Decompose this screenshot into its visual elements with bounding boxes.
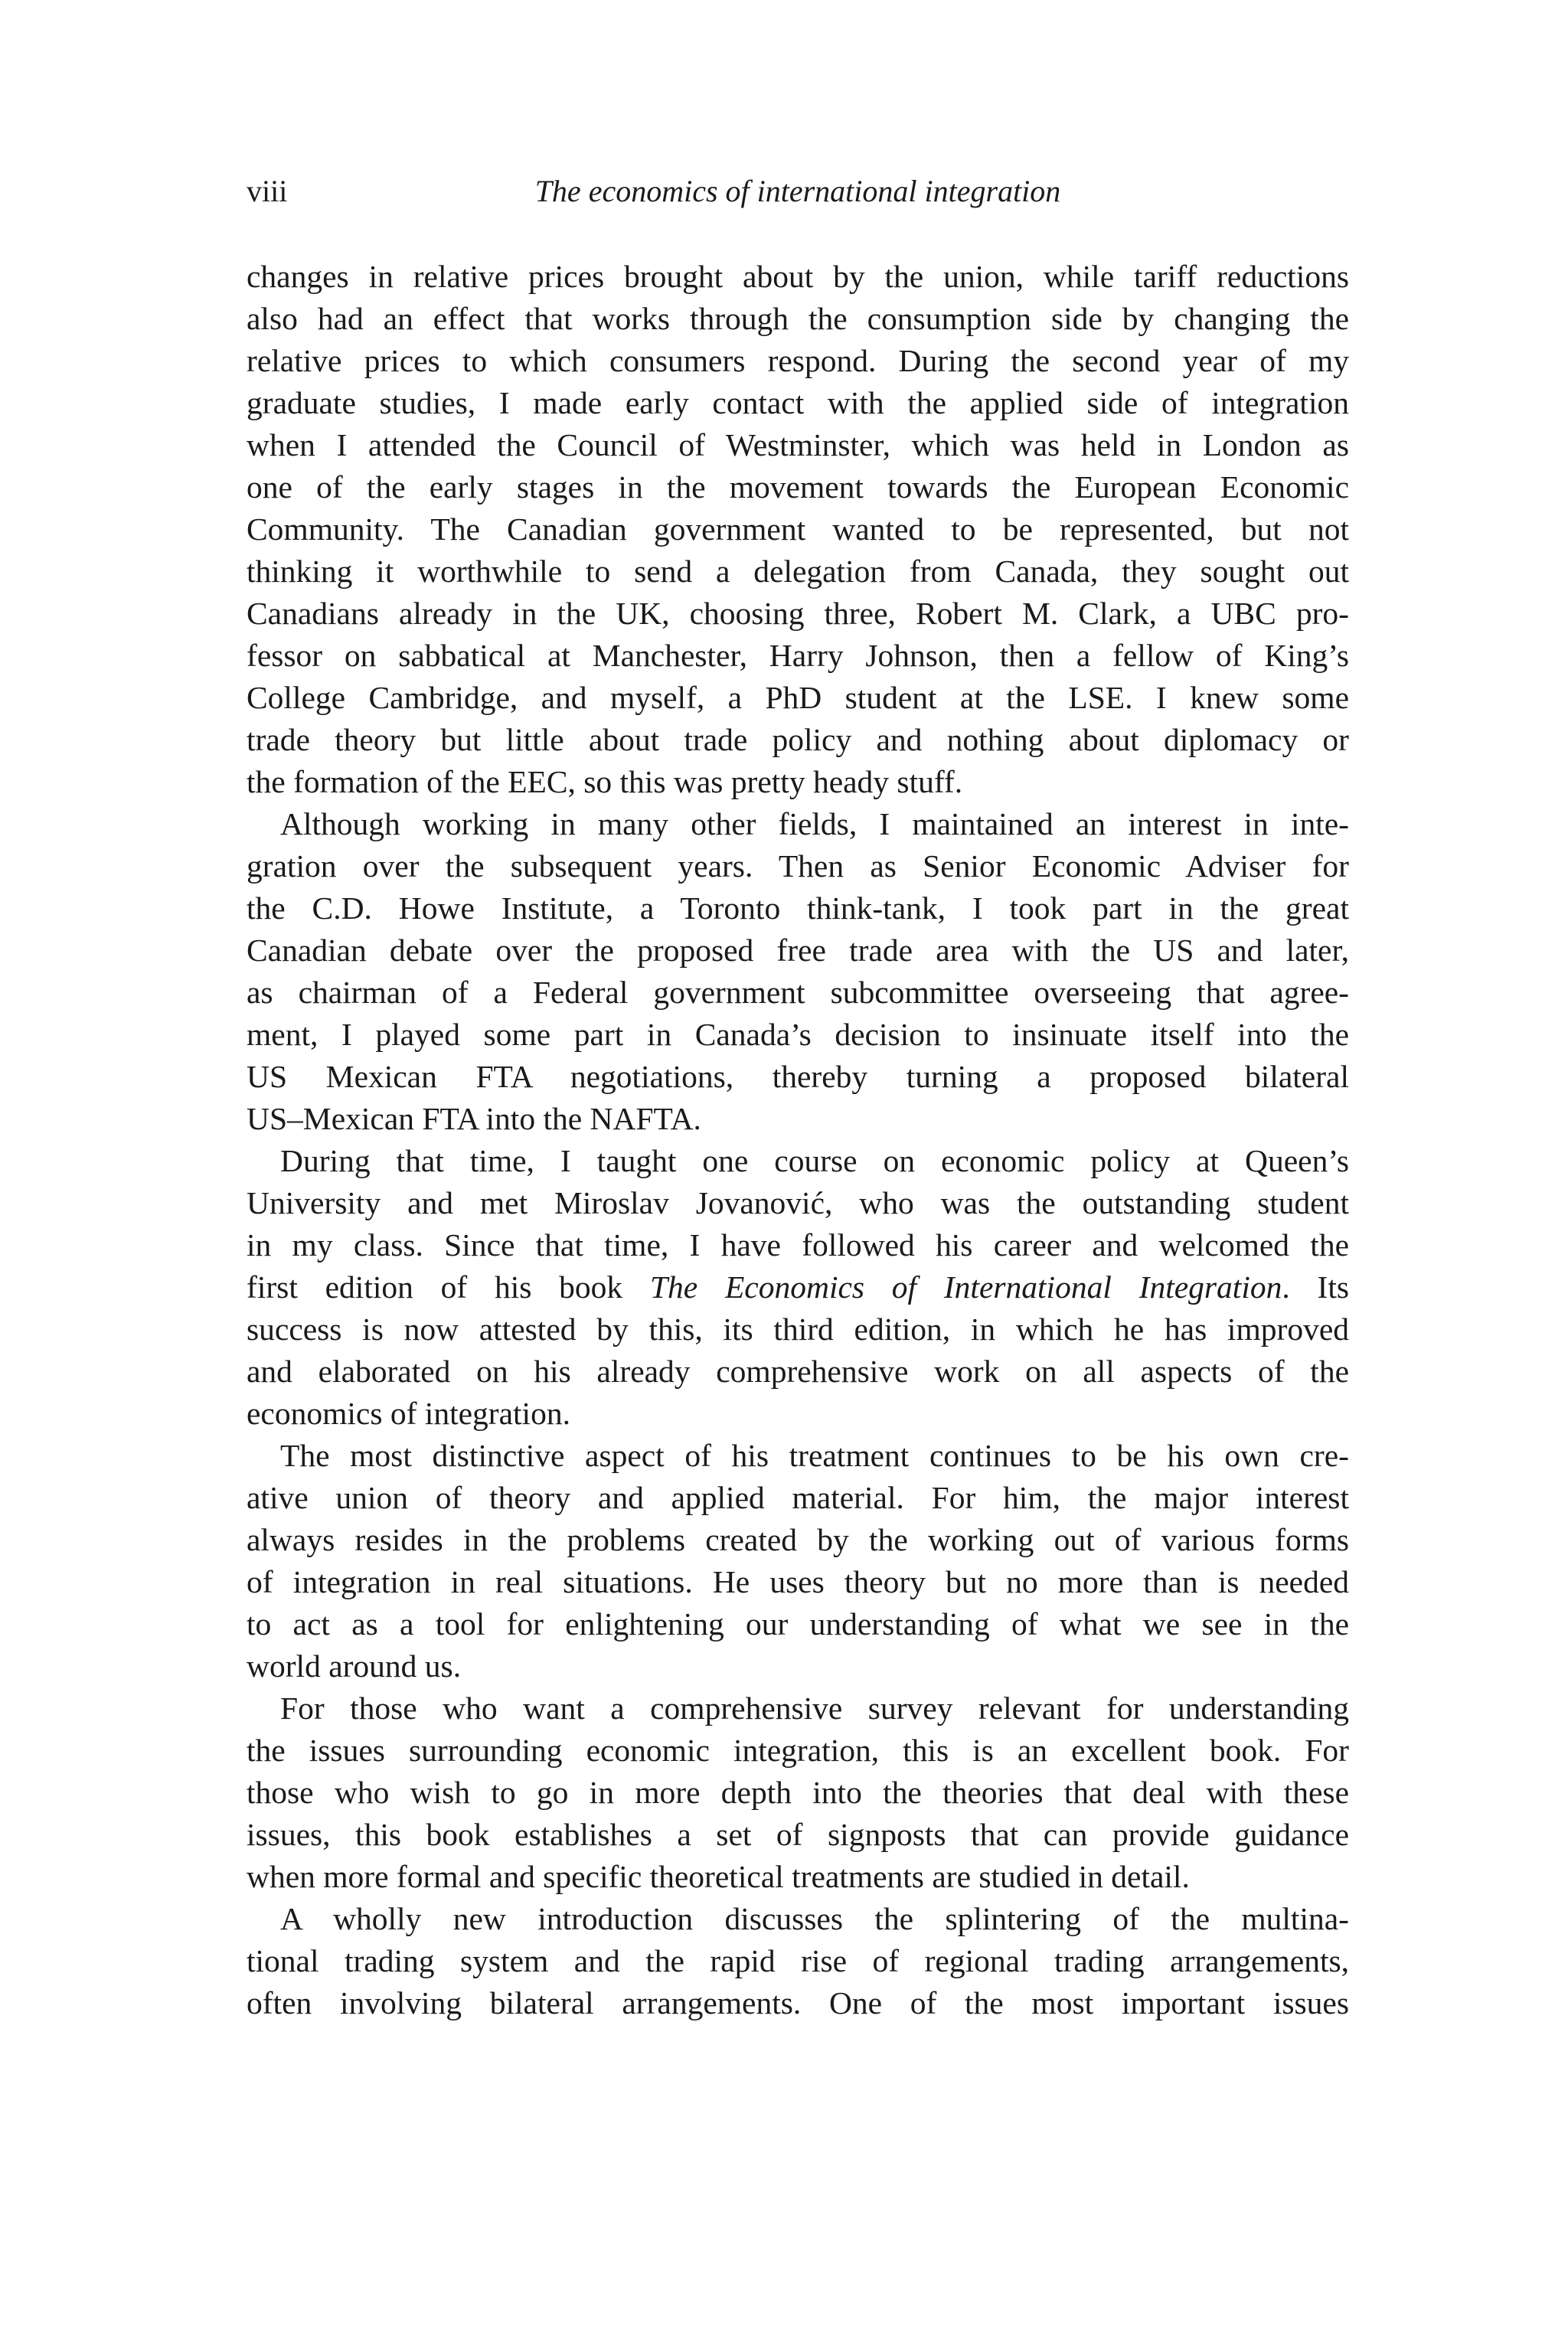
text-line: ative union of theory and applied material. For him, the major interest (247, 1480, 1349, 1515)
text-line: of integration in real situations. He uses theory but no more than is needed (247, 1564, 1349, 1599)
text-line: College Cambridge, and myself, a PhD student at the LSE. I knew some (247, 680, 1349, 715)
text-line: tional trading system and the rapid rise of regional trading arrangements, (247, 1943, 1349, 1978)
text-line: often involving bilateral arrangements. One of the most important issues (247, 1985, 1349, 2020)
text-line: The most distinctive aspect of his treatment continues to be his own cre- (280, 1438, 1349, 1473)
text-line (247, 1266, 1349, 1308)
text-line: Canadian debate over the proposed free trade area with the US and later, (247, 933, 1349, 968)
text-line: During that time, I taught one course on economic policy at Queen’s (280, 1143, 1349, 1178)
text-line: ment, I played some part in Canada’s decision to insinuate itself into the (247, 1017, 1349, 1052)
text-line: those who wish to go in more depth into the theories that deal with these (247, 1775, 1349, 1810)
text-line: Community. The Canadian government wanted to be represented, but not (247, 511, 1349, 547)
text-line: graduate studies, I made early contact with the applied side of integration (247, 385, 1349, 420)
text-line: world around us. (247, 1648, 462, 1684)
text-line: success is now attested by this, its third edition, in which he has improved (247, 1312, 1349, 1347)
text-line: changes in relative prices brought about by the union, while tariff reductions (247, 259, 1349, 294)
text-line: the formation of the EEC, so this was pretty heady stuff. (247, 764, 963, 799)
text-line: trade theory but little about trade policy and nothing about diplomacy or (247, 722, 1349, 757)
paragraph (247, 1435, 1349, 1687)
body-text (247, 256, 1349, 2024)
text-line: US–Mexican FTA into the NAFTA. (247, 1101, 701, 1136)
paragraph (247, 256, 1349, 803)
text-line: to act as a tool for enlightening our understanding of what we see in the (247, 1606, 1349, 1642)
text-fragment: first edition of his book (247, 1269, 650, 1305)
text-line: issues, this book establishes a set of signposts that can provide guidance (247, 1817, 1349, 1852)
text-line: economics of integration. (247, 1396, 570, 1431)
text-line: US Mexican FTA negotiations, thereby turning a proposed bilateral (247, 1059, 1349, 1094)
paragraph (247, 1140, 1349, 1435)
text-line: Canadians already in the UK, choosing three, Robert M. Clark, a UBC pro- (247, 596, 1349, 631)
page-number: viii (247, 174, 288, 208)
text-line: A wholly new introduction discusses the splintering of the multina- (280, 1901, 1349, 1936)
text-line: For those who want a comprehensive survey relevant for understanding (280, 1690, 1349, 1726)
text-line: in my class. Since that time, I have followed his career and welcomed the (247, 1227, 1349, 1263)
paragraph (247, 1687, 1349, 1898)
text-line: and elaborated on his already comprehensive work on all aspects of the (247, 1354, 1349, 1389)
text-line: when I attended the Council of Westminster, which was held in London as (247, 427, 1349, 462)
text-line: gration over the subsequent years. Then as Senior Economic Adviser for (247, 848, 1349, 884)
text-line: also had an effect that works through the consumption side by changing the (247, 301, 1349, 336)
text-line: Although working in many other fields, I maintained an interest in inte- (280, 806, 1349, 841)
text-line: when more formal and specific theoretical treatments are studied in detail. (247, 1859, 1190, 1894)
text-line: the C.D. Howe Institute, a Toronto think-tank, I took part in the great (247, 890, 1349, 926)
running-head (247, 170, 1349, 213)
running-title: The economics of international integration (534, 174, 1061, 208)
text-line: fessor on sabbatical at Manchester, Harry Johnson, then a fellow of King’s (247, 638, 1349, 673)
text-line: University and met Miroslav Jovanović, who was the outstanding student (247, 1185, 1349, 1220)
text-line: always resides in the problems created by the working out of various forms (247, 1522, 1349, 1557)
text-line: one of the early stages in the movement towards the European Economic (247, 469, 1349, 505)
paragraph (247, 803, 1349, 1140)
text-line: the issues surrounding economic integration, this is an excellent book. For (247, 1733, 1349, 1768)
text-line: as chairman of a Federal government subcommittee overseeing that agree- (247, 975, 1349, 1010)
book-title: The Economics of International Integration (649, 1269, 1282, 1305)
text-line: relative prices to which consumers respond. During the second year of my (247, 343, 1349, 378)
text-fragment: . Its (1282, 1269, 1349, 1305)
paragraph (247, 1898, 1349, 2024)
text-line: thinking it worthwhile to send a delegation from Canada, they sought out (247, 554, 1349, 589)
